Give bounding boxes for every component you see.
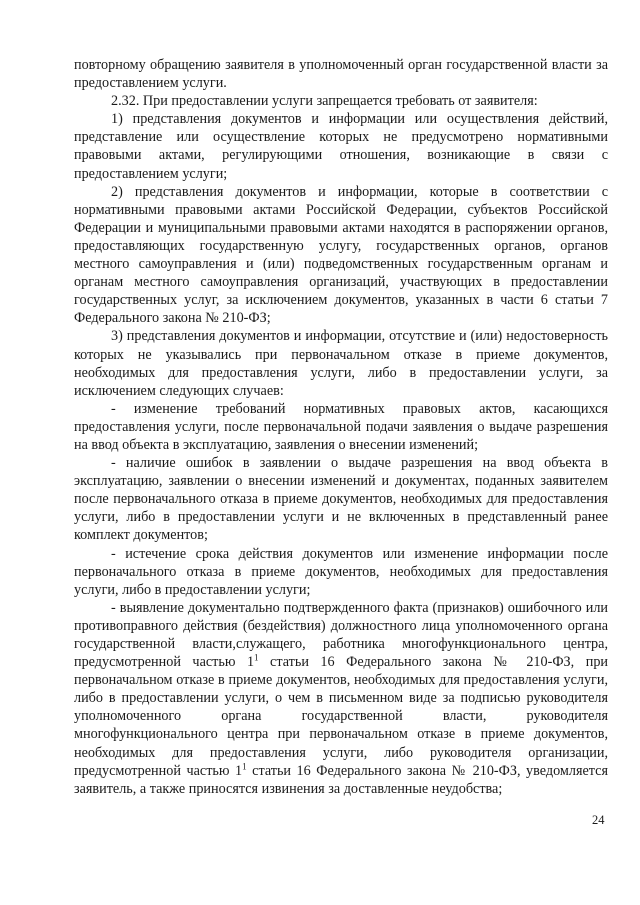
paragraph-section-2-32: 2.32. При предоставлении услуги запрещается требовать от заявителя: <box>111 93 538 110</box>
paragraph-continuation: повторному обращению заявителя в уполномоченный орган государственной власти за предоставлением услуги. <box>74 57 608 92</box>
paragraph-item-1: 1) представления документов и информации или осуществления действий, представление или осуществление которых не предусмотрено нормативными правовыми актами, регулирующими отношения, возникающие в связи с предоставлением услуги; <box>74 111 608 182</box>
page-number: 24 <box>592 813 605 827</box>
paragraph-item-2: 2) представления документов и информации, которые в соответствии с нормативными правовыми актами Российской Федерации, субъектов Российской Федерации и муниципальными правовыми актами находятся в распоряжении органов, предоставляющих государственную услугу, государственных органов, органов местного самоуправления и (или) подведомственных государственным органам и органам местного самоуправления организаций, участвующих в предоставлении государственных услуг, за исключением документов, указанных в части 6 статьи 7 Федерального закона № 210-ФЗ; <box>74 183 608 327</box>
list-item-errors-in-application: - наличие ошибок в заявлении о выдаче разрешения на ввод объекта в эксплуатацию, заявлении о внесении изменений и документах, поданных заявителем после первоначального отказа в приеме документов, необходимых для предоставления услуги, либо в предоставлении услуги и не включенных в представленный ранее комплект документов; <box>74 455 608 544</box>
list-item-document-expiry: - истечение срока действия документов или изменение информации после первоначального отказа в приеме документов, необходимых для предоставления услуги, либо в предоставлении услуги; <box>74 545 608 598</box>
paragraph-text-part: - выявление документально подтвержденного факта (признаков) ошибочного или противоправного действия (бездействия) должностного лица уполномоченного органа государственной власти,служащего, работника многофункционального центра, предусмотренной частью 1 <box>74 599 608 671</box>
list-item-requirements-change: - изменение требований нормативных правовых актов, касающихся предоставления услуги, после первоначальной подачи заявления о выдаче разрешения на ввод объекта в эксплуатацию, заявления о внесении изменений; <box>74 400 608 453</box>
paragraph-text-part: статьи 16 Федерального закона № 210-ФЗ, при первоначальном отказе в приеме документов, необходимых для предоставления услуги, либо в предоставлении услуги, о чем в письменном виде за подписью руководителя уполномоченного органа государственной власти, руководителя многофункционального центра при первоначальном отказе в приеме документов, необходимых для предоставления услуги, либо руководителя организации, предусмотренной частью 1 <box>74 654 608 779</box>
list-item-official-misconduct <box>74 599 608 798</box>
superscript: 1 <box>254 652 259 663</box>
document-page <box>74 56 608 798</box>
paragraph-text-part: статьи 16 Федерального закона № 210-ФЗ, уведомляется заявитель, а также приносятся извинения за доставленные неудобства; <box>74 762 608 797</box>
superscript: 1 <box>242 760 247 771</box>
paragraph-item-3: 3) представления документов и информации, отсутствие и (или) недостоверность которых не указывались при первоначальном отказе в приеме документов, необходимых для предоставления услуги, либо в предоставлении услуги, за исключением следующих случаев: <box>74 328 608 399</box>
